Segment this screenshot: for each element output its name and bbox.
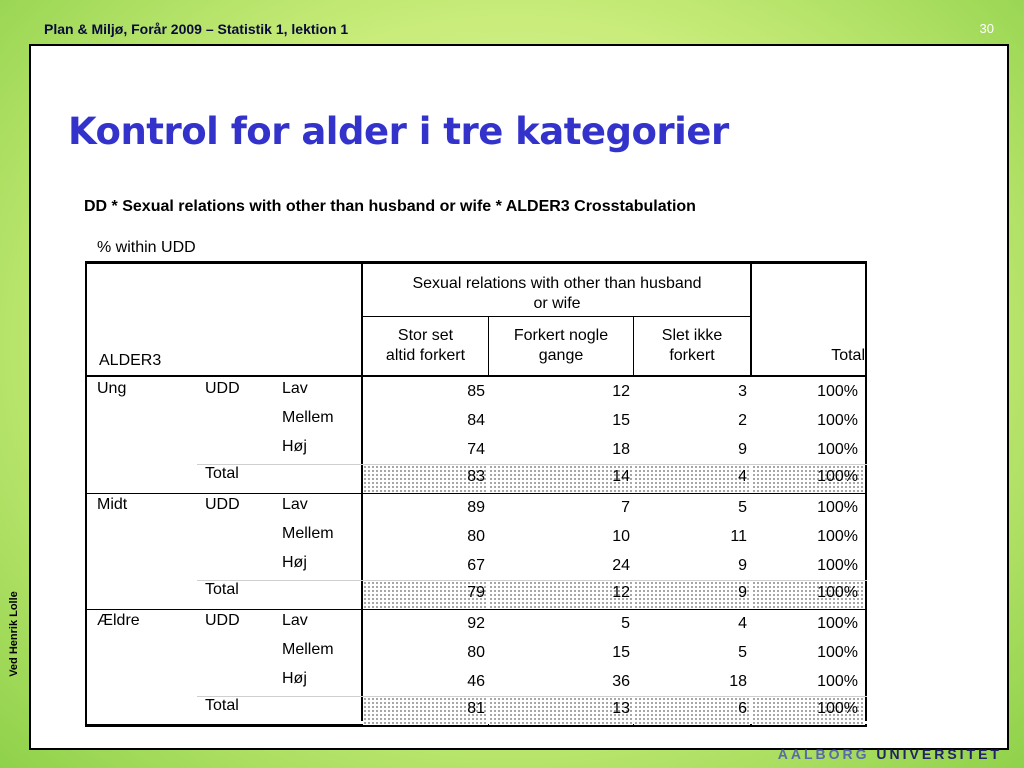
table-cell-value: 80 — [467, 644, 485, 661]
table-cell-value: 100% — [817, 673, 858, 690]
education-level-label: Høj — [282, 438, 307, 455]
row-header-alder3: ALDER3 — [99, 352, 162, 369]
variable-label: UDD — [205, 496, 240, 513]
total-cell-value: 79 — [467, 584, 485, 601]
age-group-label: Ældre — [97, 612, 140, 629]
total-row-label: Total — [205, 697, 239, 714]
education-level-label: Lav — [282, 380, 308, 397]
table-cell-value: 46 — [467, 673, 485, 690]
education-level-label: Mellem — [282, 641, 334, 658]
education-level-label: Lav — [282, 612, 308, 629]
total-cell-value: 9 — [738, 584, 747, 601]
table-cell-value: 100% — [817, 499, 858, 516]
table-cell-value: 15 — [612, 644, 630, 661]
age-group-label: Ung — [97, 380, 127, 397]
group-header-line2: or wife — [533, 295, 581, 312]
table-cell-value: 9 — [738, 441, 747, 458]
table-cell-value: 2 — [738, 412, 747, 429]
table-cell-value: 5 — [621, 615, 630, 632]
age-group-label: Midt — [97, 496, 128, 513]
table-cell-value: 100% — [817, 557, 858, 574]
total-row-label: Total — [205, 465, 239, 482]
aalborg-universitet-logo — [778, 746, 1002, 762]
education-level-label: Høj — [282, 670, 307, 687]
table-cell-value: 18 — [729, 673, 747, 690]
column-header-1-line1: Stor set — [397, 327, 454, 344]
total-cell-value: 100% — [817, 700, 858, 717]
total-cell-value: 81 — [467, 700, 485, 717]
crosstab-table — [85, 261, 867, 727]
logo-part-universitet: UNIVERSITET — [876, 746, 1002, 762]
table-cell-value: 100% — [817, 615, 858, 632]
slide-title: Kontrol for alder i tre kategorier — [68, 110, 729, 153]
side-label — [4, 560, 24, 710]
table-cell-value: 89 — [467, 499, 485, 516]
table-cell-value: 100% — [817, 412, 858, 429]
table-cell-value: 5 — [738, 644, 747, 661]
table-cell-value: 4 — [738, 615, 747, 632]
table-cell-value: 7 — [621, 499, 630, 516]
education-level-label: Lav — [282, 496, 308, 513]
author-label: Ved Henrik Lolle — [8, 591, 20, 677]
table-cell-value: 5 — [738, 499, 747, 516]
table-cell-value: 67 — [467, 557, 485, 574]
table-cell-value: 24 — [612, 557, 630, 574]
total-cell-value: 14 — [612, 468, 630, 485]
table-cell-value: 3 — [738, 383, 747, 400]
table-cell-value: 100% — [817, 644, 858, 661]
header-title: Plan & Miljø, Forår 2009 – Statistik 1, lektion 1 — [44, 21, 349, 37]
education-level-label: Høj — [282, 554, 307, 571]
table-cell-value: 12 — [612, 383, 630, 400]
table-cell-value: 92 — [467, 615, 485, 632]
table-cell-value: 84 — [467, 412, 485, 429]
table-title: DD * Sexual relations with other than husband or wife * ALDER3 Crosstabulation — [84, 198, 696, 215]
table-cell-value: 100% — [817, 383, 858, 400]
variable-label: UDD — [205, 380, 240, 397]
table-cell-value: 18 — [612, 441, 630, 458]
total-cell-value: 4 — [738, 468, 747, 485]
table-cell-value: 11 — [730, 528, 747, 545]
column-header-1-line2: altid forkert — [385, 347, 466, 364]
total-cell-value: 6 — [738, 700, 747, 717]
table-cell-value: 36 — [612, 673, 630, 690]
column-header-3-line1: Slet ikke — [661, 327, 723, 344]
total-row-label: Total — [205, 581, 239, 598]
table-cell-value: 15 — [612, 412, 630, 429]
education-level-label: Mellem — [282, 409, 334, 426]
logo-part-aalborg: AALBORG — [777, 746, 870, 762]
table-cell-value: 9 — [738, 557, 747, 574]
column-header-2-line2: gange — [538, 347, 584, 364]
total-cell-value: 83 — [467, 468, 485, 485]
group-header-line1: Sexual relations with other than husband — [412, 275, 702, 292]
table-cell-value: 74 — [467, 441, 485, 458]
education-level-label: Mellem — [282, 525, 334, 542]
column-header-3-line2: forkert — [669, 347, 715, 364]
column-header-2-line1: Forkert nogle — [513, 327, 609, 344]
table-cell-value: 80 — [467, 528, 485, 545]
slide-panel — [29, 44, 1009, 750]
total-cell-value: 13 — [612, 700, 630, 717]
page-number: 30 — [979, 21, 994, 36]
total-cell-value: 100% — [817, 468, 858, 485]
table-cell-value: 100% — [817, 528, 858, 545]
table-cell-value: 10 — [612, 528, 630, 545]
column-header-total: Total — [831, 347, 865, 364]
table-cell-value: 85 — [467, 383, 485, 400]
table-subtitle: % within UDD — [97, 239, 196, 256]
table-cell-value: 100% — [817, 441, 858, 458]
total-cell-value: 100% — [817, 584, 858, 601]
variable-label: UDD — [205, 612, 240, 629]
total-cell-value: 12 — [612, 584, 630, 601]
